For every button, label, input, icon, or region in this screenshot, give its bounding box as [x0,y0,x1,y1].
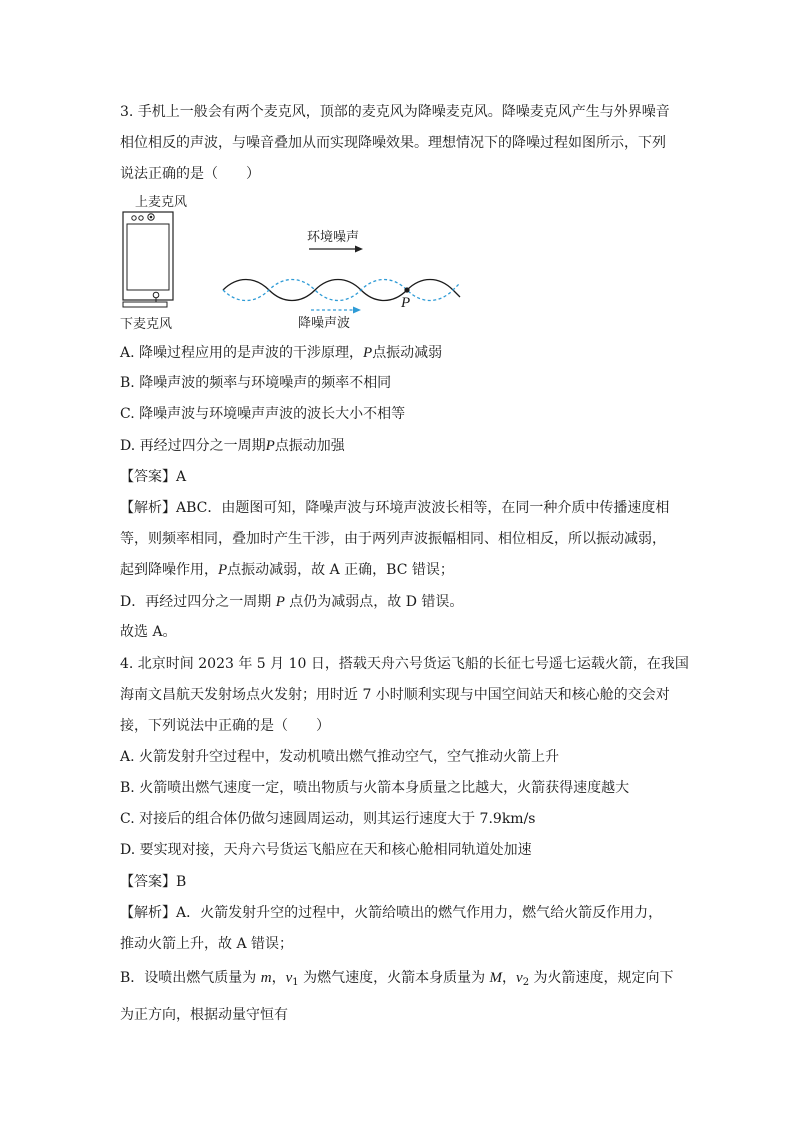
phone-screen [127,224,169,290]
q4-stem-line-3: 接，下列说法中正确的是（ ） [120,718,330,734]
q4-stem-line-1: 4. 北京时间 2023 年 5 月 10 日，搭载天舟六号货运飞船的长征七号遥七运载火箭，在我国 [120,656,689,672]
q4-option-d: D. 要实现对接，天舟六号货运飞船应在天和核心舱相同轨道处加速 [120,842,532,858]
top-mic-dot [150,216,153,219]
anti-noise-arrowhead [353,307,361,314]
q3-option-c: C. 降噪声波与环境噪声声波的波长大小不相等 [120,406,406,422]
top-hole-icon [139,216,143,220]
q4-analysis-line-2: 推动火箭上升，故 A 错误； [120,936,294,952]
q4-option-a: A. 火箭发射升空过程中，发动机喷出燃气推动空气，空气推动火箭上升 [120,749,560,765]
top-mic-label: 上麦克风 [135,195,188,210]
q3-answer: 【答案】A [120,469,187,485]
q4-analysis-line-4: 为正方向，根据动量守恒有 [120,1007,288,1023]
point-p-label: P [401,295,411,311]
env-noise-arrowhead [355,246,363,253]
phone-body [123,212,173,300]
anti-noise-label: 降噪声波 [298,316,351,331]
q3-analysis-line-1: 【解析】ABC．由题图可知，降噪声波与环境声波波长相等，在同一种介质中传播速度相 [120,500,670,516]
q4-stem-line-2: 海南文昌航天发射场点火发射；用时近 7 小时顺利实现与中国空间站天和核心舱的交会对 [120,687,670,703]
q4-analysis-line-1: 【解析】A．火箭发射升空的过程中，火箭给喷出的燃气作用力，燃气给火箭反作用力， [120,905,663,921]
q3-analysis-line-3: 起到降噪作用，P点振动减弱，故 A 正确，BC 错误； [120,562,454,578]
q3-stem-line-2: 相位相反的声波，与噪音叠加从而实现降噪效果。理想情况下的降噪过程如图所示，下列 [120,135,666,151]
q3-option-b: B. 降噪声波的频率与环境噪声的频率不相同 [120,375,392,391]
q3-analysis-line-4: D．再经过四分之一周期 P 点仍为减弱点，故 D 错误。 [120,594,464,610]
noise-cancel-figure [115,190,475,340]
bottom-mic-label: 下麦克风 [120,317,173,332]
top-hole-icon [132,216,136,220]
env-noise-label: 环境噪声 [307,230,360,245]
q4-analysis-line-3: B．设喷出燃气质量为 m，$v_1$ 为燃气速度，火箭本身质量为 M，$v_2$ 为火箭速度，规定向下 [120,970,674,988]
bottom-mic-icon [153,292,159,298]
q3-stem-line-3: 说法正确的是（ ） [120,166,260,182]
q4-option-c: C. 对接后的组合体仍做匀速圆周运动，则其运行速度大于 7.9km/s [120,811,536,827]
q3-option-a: A. 降噪过程应用的是声波的干涉原理，P点振动减弱 [120,345,443,361]
q4-answer: 【答案】B [120,874,187,890]
q3-conclusion: 故选 A。 [120,624,177,640]
q4-option-b: B. 火箭喷出燃气速度一定，喷出物质与火箭本身质量之比越大，火箭获得速度越大 [120,780,630,796]
q3-stem-line-1: 3. 手机上一般会有两个麦克风，顶部的麦克风为降噪麦克风。降噪麦克风产生与外界噪音 [120,104,670,120]
point-p-marker [404,287,409,292]
q3-option-d: D. 再经过四分之一周期P点振动加强 [120,438,345,454]
phone-base [123,302,167,307]
q3-analysis-line-2: 等，则频率相同，叠加时产生干涉，由于两列声波振幅相同、相位相反，所以振动减弱， [120,531,666,547]
